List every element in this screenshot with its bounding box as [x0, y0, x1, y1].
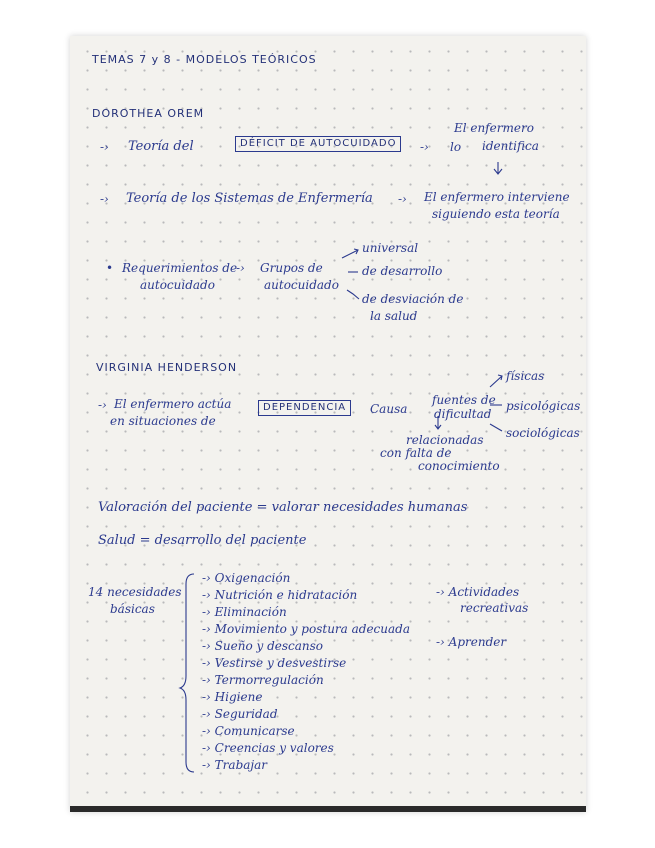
- orem-heading: DOROTHEA OREM: [92, 107, 205, 120]
- related-line1: relacionadas: [406, 433, 484, 447]
- orem-arrow-1: -›: [100, 140, 109, 154]
- source-fisicas: físicas: [506, 369, 545, 383]
- need-item: -› Creencias y valores: [202, 741, 334, 755]
- group-salud: la salud: [370, 309, 418, 323]
- need-item: -› Trabajar: [202, 758, 268, 772]
- groups-line1: Grupos de: [260, 261, 323, 275]
- need-item: -› Termorregulación: [202, 673, 324, 687]
- need-item: -› Eliminación: [202, 605, 287, 619]
- need-extra-aprender: -› Aprender: [436, 635, 507, 649]
- need-extra-actividades: -› Actividades: [436, 585, 520, 599]
- orem-note-enfermero: El enfermero: [454, 121, 534, 135]
- orem-note-identifica: identifica: [482, 139, 539, 153]
- orem-arrow-2b: -›: [398, 192, 407, 206]
- source-psicologicas: psicológicas: [506, 399, 581, 413]
- related-line3: conocimiento: [418, 459, 500, 473]
- needs-label-line1: 14 necesidades: [88, 585, 182, 599]
- orem-theory-systems: Teoría de los Sistemas de Enfermería: [126, 191, 373, 206]
- need-item: -› Movimiento y postura adecuada: [202, 622, 410, 636]
- need-item: -› Seguridad: [202, 707, 278, 721]
- req-arrow: -›: [236, 261, 245, 275]
- page-title: TEMAS 7 y 8 - MODELOS TEÓRICOS: [92, 53, 317, 66]
- source-sociologicas: sociológicas: [506, 426, 580, 440]
- fuentes-line1: fuentes de: [432, 393, 496, 407]
- notebook-page: [70, 36, 586, 812]
- orem-follow-theory: siguiendo esta teoría: [432, 207, 560, 221]
- requirements-line2: autocuidado: [140, 278, 215, 292]
- related-line2: con falta de: [380, 446, 452, 460]
- henderson-acts-line2: en situaciones de: [110, 414, 216, 428]
- groups-line2: autocuidado: [264, 278, 339, 292]
- salud-line: Salud = desarrollo del paciente: [98, 533, 307, 548]
- orem-theory-deficit: Teoría del: [128, 139, 194, 154]
- bullet: •: [106, 261, 114, 275]
- henderson-arrow-1: -›: [98, 398, 107, 412]
- requirements-line1: Requerimientos de: [122, 261, 238, 275]
- need-item: -› Sueño y descanso: [202, 639, 324, 653]
- page-bottom-edge: [70, 806, 586, 812]
- orem-lo: lo: [450, 140, 462, 154]
- orem-intervene: El enfermero interviene: [424, 190, 570, 204]
- deficit-autocuidado-box: DÉFICIT DE AUTOCUIDADO: [235, 136, 401, 152]
- group-desviacion: de desviación de: [362, 292, 464, 306]
- causa: Causa: [370, 402, 408, 416]
- fuentes-line2: dificultad: [434, 407, 492, 421]
- group-universal: universal: [362, 241, 419, 255]
- need-extra-recreativas: recreativas: [460, 601, 529, 615]
- need-item: -› Comunicarse: [202, 724, 295, 738]
- need-item: -› Nutrición e hidratación: [202, 588, 358, 602]
- group-desarrollo: de desarrollo: [362, 264, 443, 278]
- orem-arrow-2: -›: [100, 192, 109, 206]
- orem-arrow-1b: -›: [420, 140, 429, 154]
- valoracion-line: Valoración del paciente = valorar necesidades humanas: [98, 500, 468, 515]
- need-item: -› Higiene: [202, 690, 263, 704]
- henderson-acts-line1: El enfermero actúa: [114, 397, 232, 411]
- needs-label-line2: básicas: [110, 602, 155, 616]
- need-item: -› Oxigenación: [202, 571, 291, 585]
- need-item: -› Vestirse y desvestirse: [202, 656, 347, 670]
- dependencia-box: DEPENDENCIA: [258, 400, 351, 416]
- henderson-heading: VIRGINIA HENDERSON: [96, 361, 238, 374]
